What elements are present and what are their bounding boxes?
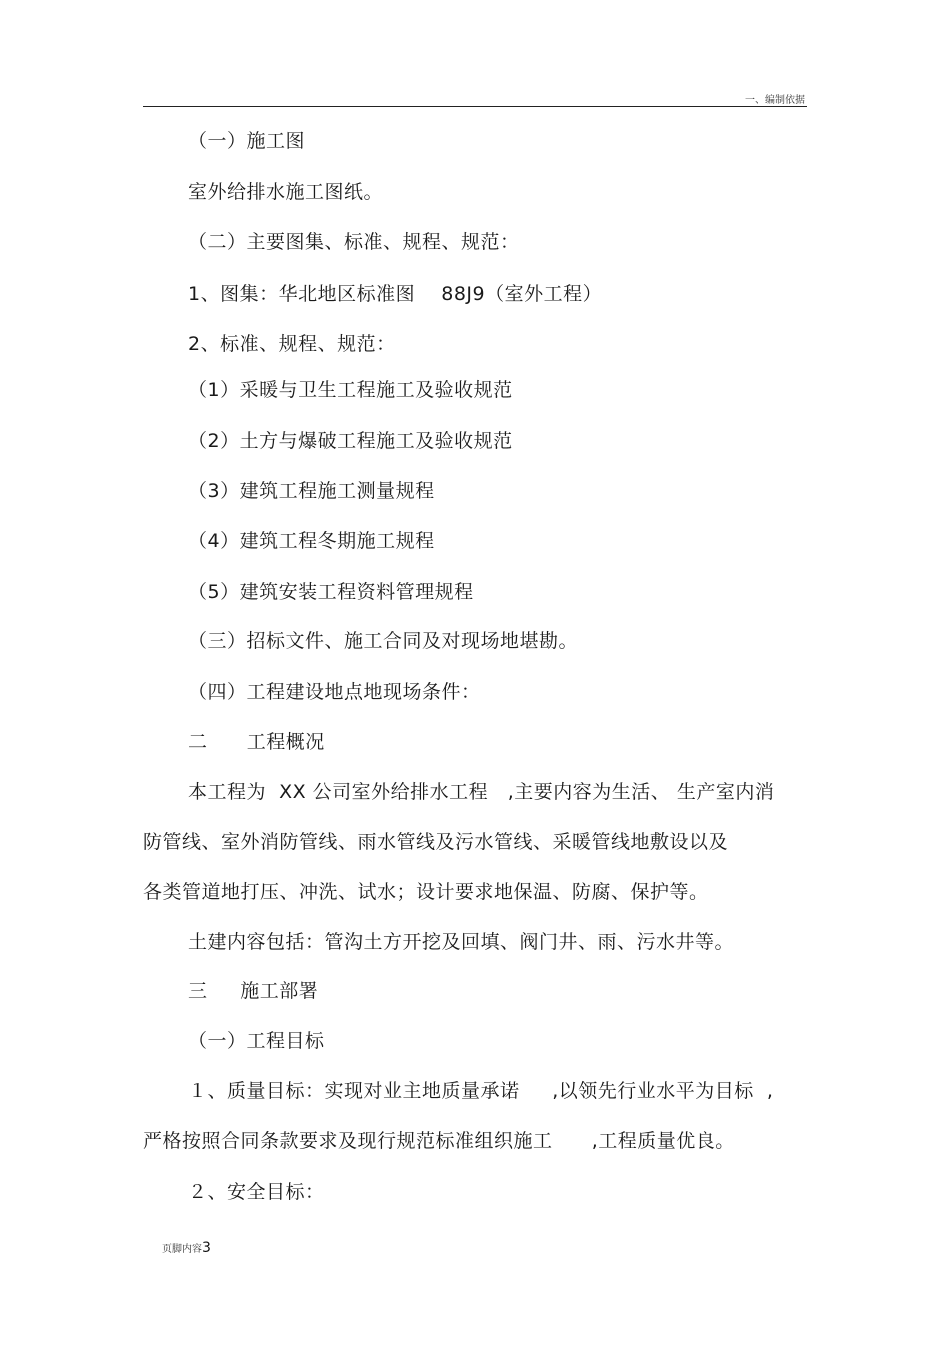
paragraph: 防管线、室外消防管线、雨水管线及污水管线、采暖管线地敷设以及	[143, 831, 729, 853]
running-header: 一、编制依据	[745, 95, 805, 106]
page-footer	[162, 1240, 211, 1256]
section-heading: （四）工程建设地点地现场条件：	[188, 681, 481, 703]
header-rule	[143, 106, 807, 107]
chapter-heading: 二 工程概况	[188, 731, 325, 753]
list-item: （2）土方与爆破工程施工及验收规范	[188, 430, 513, 452]
paragraph: ２、安全目标：	[188, 1181, 325, 1203]
paragraph: 室外给排水施工图纸。	[188, 181, 384, 203]
paragraph: １、质量目标：实现对业主地质量承诺 ,以领先行业水平为目标 ,	[188, 1080, 774, 1102]
paragraph: 土建内容包括：管沟土方开挖及回填、阀门井、雨、污水井等。	[188, 931, 735, 953]
list-item: （5）建筑安装工程资料管理规程	[188, 581, 474, 603]
list-item: （4）建筑工程冬期施工规程	[188, 530, 435, 552]
page-number: 3	[202, 1240, 211, 1256]
footer-label: 页脚内容	[162, 1244, 202, 1255]
paragraph: 本工程为 XX 公司室外给排水工程 ,主要内容为生活、 生产室内消	[188, 781, 775, 803]
section-heading: （一）施工图	[188, 130, 306, 152]
paragraph: 各类管道地打压、冲洗、试水；设计要求地保温、防腐、保护等。	[143, 881, 709, 903]
section-heading: （一）工程目标	[188, 1030, 325, 1052]
paragraph: 严格按照合同条款要求及现行规范标准组织施工 ,工程质量优良。	[143, 1130, 735, 1152]
chapter-heading: 三 施工部署	[188, 980, 319, 1002]
list-item: 2、标准、规程、规范：	[188, 333, 396, 355]
section-heading: （二）主要图集、标准、规程、规范：	[188, 231, 520, 253]
list-item: 1、图集：华北地区标准图 88J9（室外工程）	[188, 283, 603, 305]
section-heading: （三）招标文件、施工合同及对现场地堪勘。	[188, 630, 579, 652]
list-item: （3）建筑工程施工测量规程	[188, 480, 435, 502]
list-item: （1）采暖与卫生工程施工及验收规范	[188, 379, 513, 401]
